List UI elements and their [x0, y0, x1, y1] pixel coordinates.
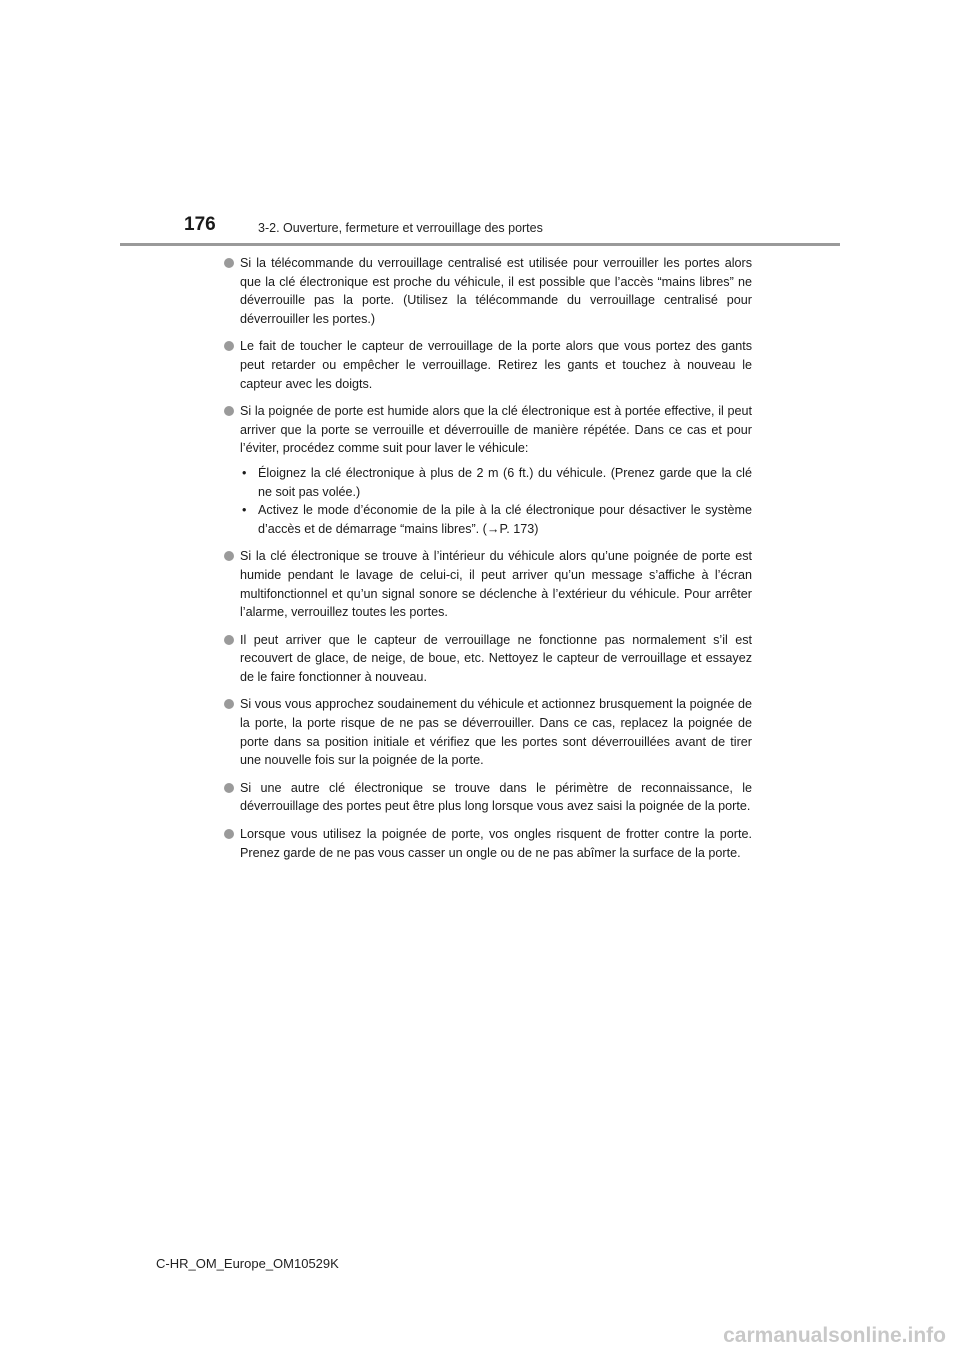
- sub-bullet-icon: •: [242, 503, 247, 518]
- bullet-dot-icon: [224, 406, 234, 416]
- notes-list: [222, 254, 752, 871]
- bullet-dot-icon: [224, 341, 234, 351]
- page-number: 176: [184, 214, 216, 235]
- sub-list-item: [240, 501, 752, 538]
- bullet-dot-icon: [224, 635, 234, 645]
- sub-list-item: [240, 464, 752, 501]
- list-item-text: Il peut arriver que le capteur de verrouillage ne fonctionne pas normalement s’il est recouvert de glace, de neige, de boue, etc. Nettoyez le capteur de verrouillage et essayez de le faire fonctionner à nouveau.: [240, 632, 752, 684]
- sub-list-item-text: Activez le mode d’économie de la pile à la clé électronique pour désactiver le système d’accès et de démarrage “mains libres”. (→P. 173): [258, 503, 752, 536]
- sub-list-item-text: Éloignez la clé électronique à plus de 2 m (6 ft.) du véhicule. (Prenez garde que la clé ne soit pas volée.): [258, 465, 752, 499]
- list-item-text: Si vous vous approchez soudainement du véhicule et actionnez brusquement la poignée de la porte, la porte risque de ne pas se déverrouiller. Dans ce cas, replacez la poignée de porte dans sa position initiale et vérifiez que les portes sont déverrouillées avant de tirer une nouvelle fois sur la poignée de la porte.: [240, 697, 752, 768]
- sub-list: [240, 464, 752, 538]
- watermark: carmanualsonline.info: [723, 1324, 946, 1347]
- bullet-dot-icon: [224, 551, 234, 561]
- list-item: [222, 825, 752, 862]
- list-item: [222, 695, 752, 769]
- list-item: [222, 402, 752, 538]
- bullet-dot-icon: [224, 783, 234, 793]
- section-title: 3-2. Ouverture, fermeture et verrouillage des portes: [258, 221, 543, 235]
- list-item: [222, 779, 752, 816]
- header-rule: [120, 243, 840, 246]
- list-item: [222, 547, 752, 621]
- bullet-dot-icon: [224, 699, 234, 709]
- list-item: [222, 254, 752, 328]
- list-item-text: Le fait de toucher le capteur de verrouillage de la porte alors que vous portez des gants peut retarder ou empêcher le verrouillage. Retirez les gants et touchez à nouveau le capteur avec les doigts.: [240, 339, 752, 391]
- list-item: [222, 631, 752, 687]
- list-item-text: Si la clé électronique se trouve à l’intérieur du véhicule alors qu’une poignée de porte est humide pendant le lavage de celui-ci, il peut arriver qu’un message s’affiche à l’écran multifonctionnel et qu’un signal sonore se déclenche à l’extérieur du véhicule. Pour arrêter l’alarme, verrouillez toutes les portes.: [240, 549, 752, 620]
- bullet-dot-icon: [224, 829, 234, 839]
- list-item-text: Si une autre clé électronique se trouve dans le périmètre de reconnaissance, le déverrouillage des portes peut être plus long lorsque vous avez saisi la poignée de la porte.: [240, 780, 752, 814]
- bullet-dot-icon: [224, 258, 234, 268]
- list-item-text: Si la poignée de porte est humide alors que la clé électronique est à portée effective, il peut arriver que la porte se verrouille et déverrouille de manière répétée. Dans ce cas et pour l’éviter, procédez comme suit pour laver le véhicule:: [240, 404, 752, 456]
- list-item-text: Lorsque vous utilisez la poignée de porte, vos ongles risquent de frotter contre la porte. Prenez garde de ne pas vous casser un ongle ou de ne pas abîmer la surface de la porte.: [240, 827, 752, 860]
- list-item-text: Si la télécommande du verrouillage centralisé est utilisée pour verrouiller les portes alors que la clé électronique est proche du véhicule, il est possible que l’accès “mains libres” ne déverrouille pas la porte. (Utilisez la télécommande du verrouillage centralisé pour déverrouiller les portes.): [240, 256, 752, 326]
- sub-bullet-icon: •: [242, 465, 247, 480]
- document-code: C-HR_OM_Europe_OM10529K: [156, 1256, 339, 1271]
- list-item: [222, 337, 752, 393]
